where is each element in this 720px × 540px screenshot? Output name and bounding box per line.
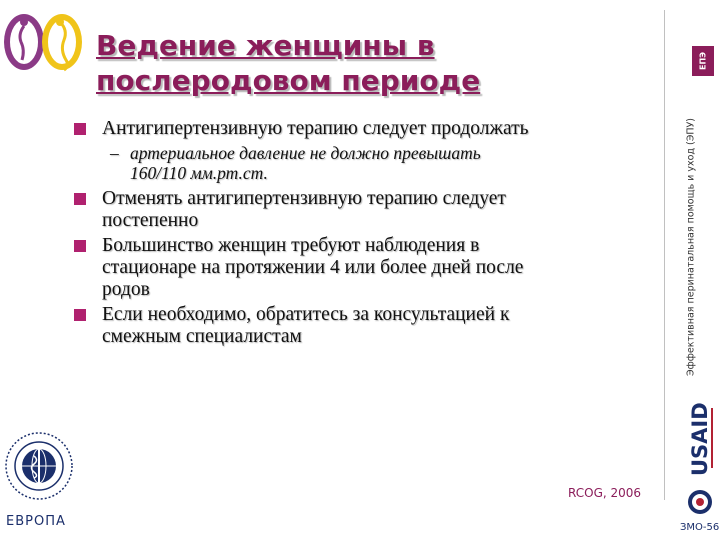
right-divider bbox=[664, 10, 665, 500]
usaid-logo bbox=[680, 402, 720, 522]
dash-icon: – bbox=[110, 143, 119, 163]
who-emblem-logo bbox=[2, 420, 76, 520]
bullet-line-2: постепенно bbox=[102, 210, 199, 231]
bullet-line-2: смежным специалистам bbox=[102, 326, 302, 347]
vertical-program-text: Эффективная перинатальная помощь и уход (ЭПУ) bbox=[685, 117, 697, 377]
citation: RCOG, 2006 bbox=[568, 486, 642, 500]
slide-code: ЗМО-56 bbox=[680, 522, 720, 533]
bullet-item-3 bbox=[74, 235, 644, 301]
epu-logo bbox=[692, 46, 714, 76]
slide-title bbox=[96, 28, 576, 98]
bullet-square-icon bbox=[74, 240, 86, 252]
bullet-line-1: Большинство женщин требуют наблюдения в bbox=[102, 235, 480, 256]
bullet-item-4 bbox=[74, 304, 644, 348]
bullet-list bbox=[74, 118, 644, 351]
bullet-square-icon bbox=[74, 123, 86, 135]
bullet-line-3: родов bbox=[102, 279, 150, 300]
title-line-2: послеродовом периоде bbox=[96, 64, 481, 97]
sub-bullet-line-2: 160/110 мм.рт.ст. bbox=[130, 163, 268, 183]
europe-label: ЕВРОПА bbox=[6, 514, 66, 529]
pregnancy-emblem-logo bbox=[2, 8, 86, 78]
bullet-item-2 bbox=[74, 188, 644, 232]
title-line-1: Ведение женщины в bbox=[96, 29, 435, 62]
epu-logo-text: ЕПЭ bbox=[698, 51, 708, 71]
bullet-line-2: стационаре на протяжении 4 или более дней после bbox=[102, 257, 524, 278]
bullet-square-icon bbox=[74, 309, 86, 321]
bullet-square-icon bbox=[74, 193, 86, 205]
sub-bullet-item-1 bbox=[74, 143, 644, 183]
bullet-item-1 bbox=[74, 118, 644, 140]
bullet-line-1: Отменять антигипертензивную терапию следует bbox=[102, 188, 506, 209]
vertical-program-caption bbox=[666, 96, 716, 398]
sub-bullet-line-1: артериальное давление не должно превышать bbox=[130, 143, 481, 163]
bullet-text: Антигипертензивную терапию следует продолжать bbox=[102, 118, 529, 139]
usaid-logo-text: USAID bbox=[688, 402, 712, 476]
bullet-line-1: Если необходимо, обратитесь за консультацией к bbox=[102, 304, 510, 325]
